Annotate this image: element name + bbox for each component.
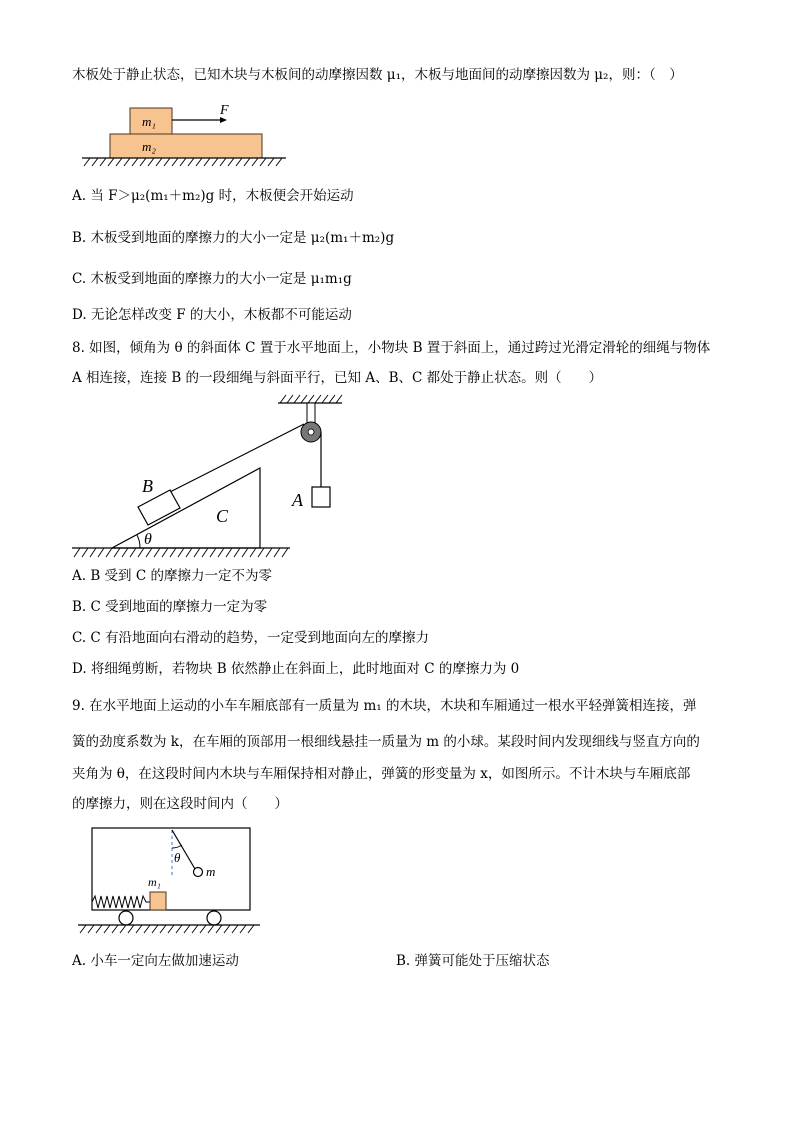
q7-figure <box>80 100 290 170</box>
q8-option-d: D. 将细绳剪断，若物块 B 依然静止在斜面上，此时地面对 C 的摩擦力为 0 <box>72 661 520 677</box>
ceiling-hatch <box>280 395 342 403</box>
q9-figure <box>76 822 266 940</box>
q9-option-a: A. 小车一定向左做加速运动 <box>72 953 239 969</box>
label-force: F <box>220 103 229 118</box>
q7-stem-tail: 木板处于静止状态，已知木块与木板间的动摩擦因数 μ₁，木板与地面间的动摩擦因数为 μ₂，则：（ ） <box>72 67 683 83</box>
block-m1 <box>150 892 166 910</box>
q8-option-c: C. C 有沿地面向右滑动的趋势，一定受到地面向左的摩擦力 <box>72 630 430 646</box>
label-m2: m₂ <box>142 139 156 154</box>
q9-stem-line3: 夹角为 θ，在这段时间内木块与车厢保持相对静止，弹簧的形变量为 x，如图所示。不计木块与车厢底部 <box>72 766 691 782</box>
wheel-right <box>207 911 221 925</box>
ball-m <box>194 868 203 877</box>
block-a <box>312 487 330 507</box>
label-theta: θ <box>144 531 152 548</box>
q9-stem-line4: 的摩擦力，则在这段时间内（ ） <box>72 796 288 812</box>
label-m1: m₁ <box>148 875 161 889</box>
q9-stem-line2: 簧的劲度系数为 k，在车厢的顶部用一根细线悬挂一质量为 m 的小球。某段时间内发现细线与竖直方向的 <box>72 734 700 750</box>
wedge-c <box>112 468 260 548</box>
q9-stem-line1: 9. 在水平地面上运动的小车车厢底部有一质量为 m₁ 的木块，木块和车厢通过一根水平轻弹簧相连接，弹 <box>72 698 697 714</box>
label-a: A <box>292 490 303 510</box>
ground-hatch <box>74 548 288 557</box>
q8-option-a: A. B 受到 C 的摩擦力一定不为零 <box>72 568 272 584</box>
board-m2 <box>110 134 262 158</box>
q8-option-b: B. C 受到地面的摩擦力一定为零 <box>72 599 268 615</box>
q7-option-d: D. 无论怎样改变 F 的大小，木板都不可能运动 <box>72 307 352 323</box>
q7-option-c: C. 木板受到地面的摩擦力的大小一定是 μ₁m₁g <box>72 271 352 287</box>
label-m1: m₁ <box>142 114 156 129</box>
q7-option-b: B. 木板受到地面的摩擦力的大小一定是 μ₂(m₁＋m₂)g <box>72 230 395 246</box>
ground-hatch <box>84 158 282 166</box>
label-c: C <box>216 506 229 526</box>
car-body <box>92 828 250 910</box>
q8-figure <box>70 390 303 562</box>
label-m: m <box>206 864 216 879</box>
q8-stem-line1: 8. 如图，倾角为 θ 的斜面体 C 置于水平地面上，小物块 B 置于斜面上，通过跨过光滑定滑轮的细绳与物体 <box>72 340 711 356</box>
label-b: B <box>142 476 153 496</box>
q7-option-a: A. 当 F＞μ₂(m₁＋m₂)g 时，木板便会开始运动 <box>72 188 354 204</box>
ground-hatch <box>80 925 254 933</box>
label-theta: θ <box>174 850 181 865</box>
q8-stem-line2: A 相连接，连接 B 的一段细绳与斜面平行，已知 A、B、C 都处于静止状态。则（ ） <box>72 370 603 386</box>
q9-option-b: B. 弹簧可能处于压缩状态 <box>396 953 550 969</box>
wheel-left <box>119 911 133 925</box>
